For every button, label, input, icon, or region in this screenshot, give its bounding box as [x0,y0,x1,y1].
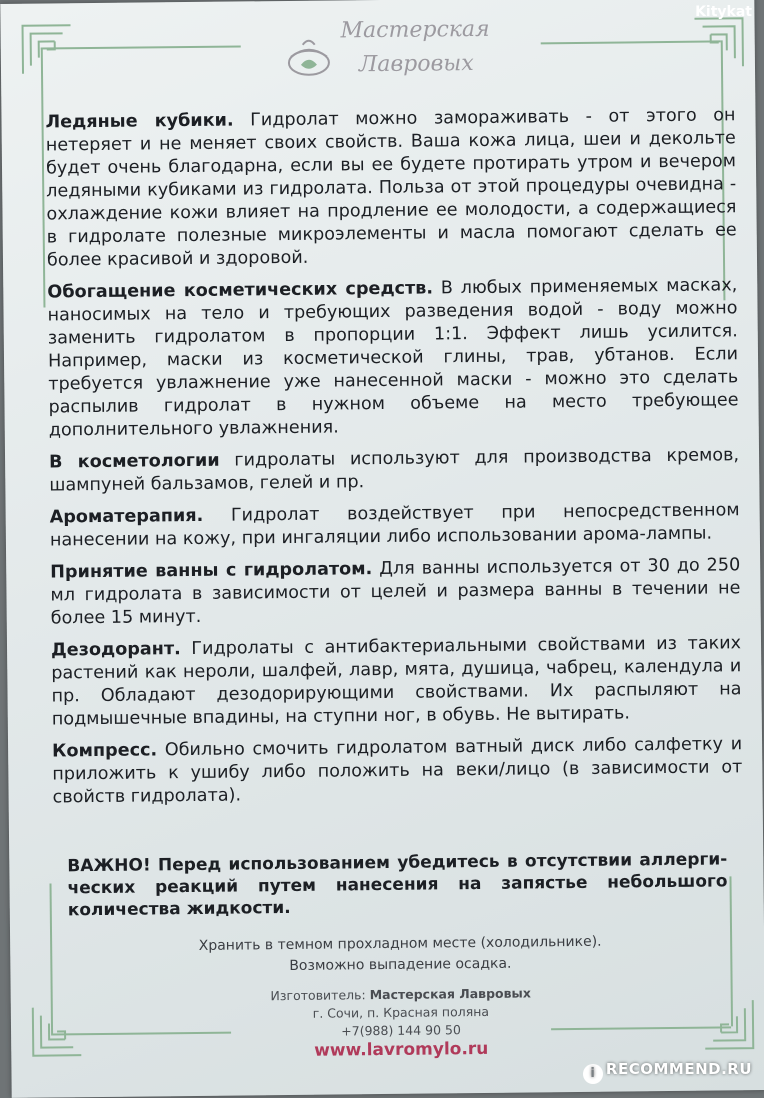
storage-line-2: Возможно выпадение осадка. [289,955,512,975]
brand-name-line2: Лавровых [358,51,474,78]
brand-name [340,13,490,83]
paragraph-deodorant [51,632,742,731]
website-link[interactable]: www.lavromylo.ru [314,1038,489,1061]
storage-instructions [120,931,680,979]
paragraph-aromatherapy [50,499,740,552]
paragraph-heading: Ароматерапия. [49,505,204,528]
paragraph-text: гидролаты используют для производства кремов, шампуней бальзамов, гелей и пр. [49,445,740,496]
paragraph-text: Для ванны используется от 30 до 250 мл гидролата в зависимости от целей и размера ванны в течении не более 15 минут. [50,555,741,629]
watermark-site-text: RECOMMEND.RU [605,1060,752,1078]
paragraph-heading: Обогащение косметических средств. [47,278,434,303]
recommend-logo-icon: i [583,1064,603,1084]
paragraph-cosmetology [49,444,739,497]
manufacturer-name: Мастерская Лавровых [369,985,531,1003]
manufacturer-info [211,984,592,1042]
frame-left-line [41,48,46,308]
manufacturer-address: г. Сочи, п. Красная поляна [312,1003,490,1021]
corner-ornament-bottom-right-icon [701,996,758,1053]
watermark-username: Kitykat [695,4,752,20]
paragraph-bath [50,554,741,630]
paragraph-ice-cubes [45,104,737,272]
paragraph-heading: Ледяные кубики. [45,110,234,133]
paragraph-heading: Дезодорант. [50,639,181,661]
manufacturer-label: Изготовитель: [270,987,370,1004]
paragraph-text: Обильно смочить гидролатом ватный диск либо салфетку и приложить к ушибу либо положить на веки/лицо (в зависимости от свойств гидролата). [52,734,743,808]
important-warning: ВАЖНО! Перед использованием убедитесь в отсутствии аллерги-ческих реакций путем нанесения на запястье небольшого количества жидкости. [67,849,728,921]
storage-line-1: Хранить в темном прохладном месте (холодильнике). [198,933,602,954]
brand-name-line1: Мастерская [340,16,490,44]
corner-ornament-bottom-left-icon [29,1003,86,1060]
paragraph-heading: В косметологии [48,450,220,473]
paragraph-text: Гидролат воздействует при непосредственном нанесении на кожу, при ингаляции либо использовании арома-лампы. [49,500,740,551]
paragraph-compress [52,733,743,809]
soap-pot-icon [281,26,338,83]
paragraph-text: Гидролаты с антибактериальными свойствами из таких растений как нероли, шалфей, лавр, мята, душица, чабрец, календула и пр. Обладают дезодорирующими свойствами. Их распыляют на подмышечные впадины, на ступни ног, в обувь. Не вытирать. [51,633,742,730]
paragraph-text: В любых применяемых масках, наносимых на тело и требующих разведения водой - воду можно заменить гидролатом в пропорции 1:1. Эффект лишь усилится. Например, маски из косметической глины, трав, убтанов. Если требуется увлажнение уже нанесенной маски - можно это сделать распылив гидролат в нужном объеме на место требующее дополнительного увлажнения. [47,275,739,441]
paragraph-heading: Принятие ванны с гидролатом. [50,559,373,583]
brand-logo [280,7,521,90]
corner-ornament-top-right-icon [690,14,747,71]
watermark-site [583,1060,752,1084]
paragraph-text: Гидролат можно замораживать - от этого он нетеряет и не меняет своих свойств. Ваша кожа лица, шеи и декольте будет очень благодарна, если вы ее будете протирать утром и вечером ледяными кубиками из гидролата. Польза от этой процедуры очевидна - охлаждение кожи влияет на продление ее молодости, а содержащиеся в гидролате полезные микроэлементы и масла помогают сделать ее более красивой и здоровой. [45,105,737,271]
corner-ornament-top-left-icon [18,21,75,78]
usage-text [45,104,742,818]
paragraph-cosmetics-enrichment [47,274,739,442]
paragraph-heading: Компресс. [52,740,158,762]
manufacturer-phone: +7(988) 144 90 50 [341,1022,461,1039]
